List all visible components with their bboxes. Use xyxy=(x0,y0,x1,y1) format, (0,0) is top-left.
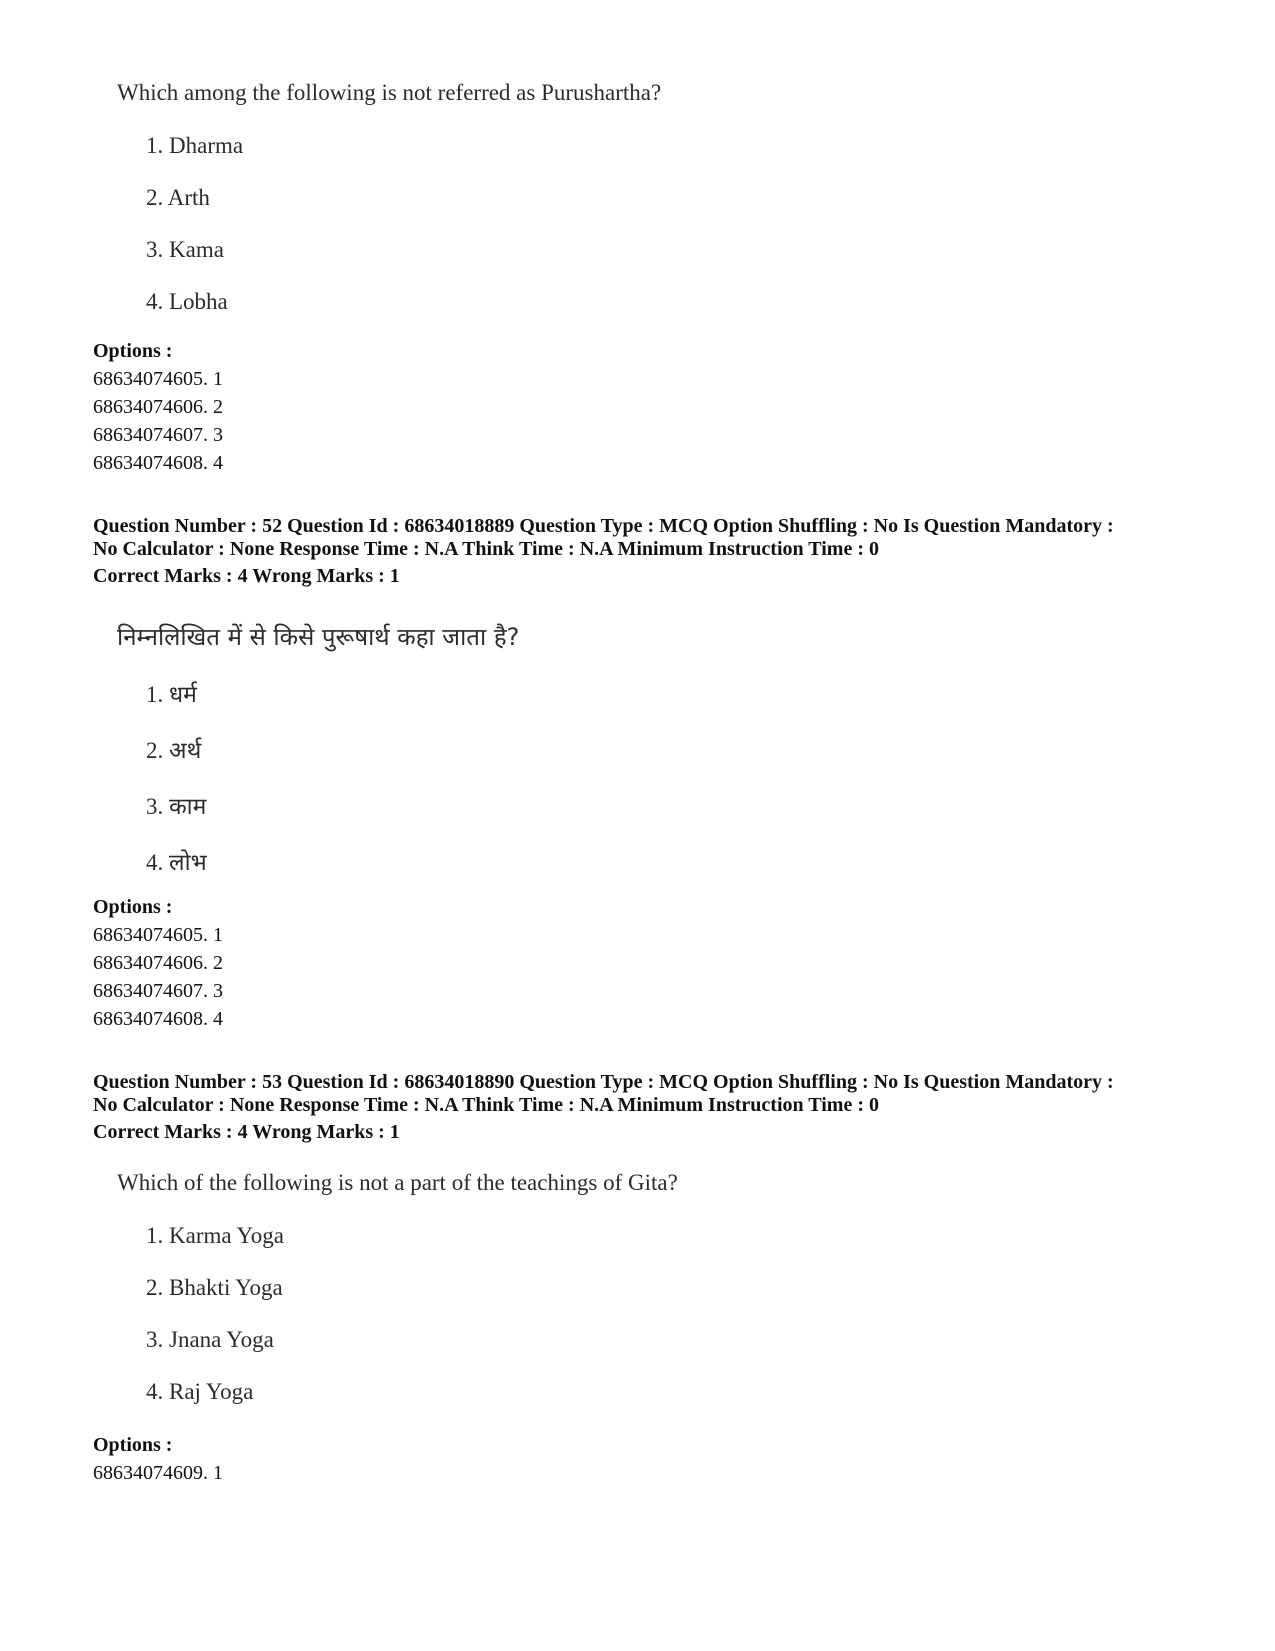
option-line: 68634074606. 2 xyxy=(93,952,223,974)
option-line: 68634074609. 1 xyxy=(93,1462,223,1484)
choice-number: 3. xyxy=(146,794,164,819)
option-line: 68634074606. 2 xyxy=(93,396,223,418)
choice-number: 4. xyxy=(146,850,164,875)
question-53-meta-line2: No Calculator : None Response Time : N.A Think Time : N.A Minimum Instruction Time : 0 xyxy=(93,1094,879,1116)
choice-item xyxy=(146,733,201,765)
question-52-meta-line2: No Calculator : None Response Time : N.A Think Time : N.A Minimum Instruction Time : 0 xyxy=(93,538,879,560)
choice-item: 3. Kama xyxy=(146,237,224,262)
choice-item: 1. Dharma xyxy=(146,133,244,158)
option-line: 68634074605. 1 xyxy=(93,924,223,946)
choice-number: 1. xyxy=(146,682,164,707)
choice-item xyxy=(146,845,207,877)
choice-item: 4. Raj Yoga xyxy=(146,1379,254,1404)
option-line: 68634074607. 3 xyxy=(93,980,223,1002)
choice-text: काम xyxy=(169,794,207,820)
choice-number: 2. xyxy=(146,738,164,763)
option-line: 68634074605. 1 xyxy=(93,368,223,390)
question-52-marks: Correct Marks : 4 Wrong Marks : 1 xyxy=(93,565,400,587)
option-line: 68634074607. 3 xyxy=(93,424,223,446)
question-53-meta-line1: Question Number : 53 Question Id : 68634018890 Question Type : MCQ Option Shuffling : No Is Question Mandatory : xyxy=(93,1071,1114,1093)
choice-item: 2. Arth xyxy=(146,185,210,210)
option-line: 68634074608. 4 xyxy=(93,452,223,474)
choice-text: लोभ xyxy=(169,850,207,876)
question-52-meta-line1: Question Number : 52 Question Id : 68634018889 Question Type : MCQ Option Shuffling : No Is Question Mandatory : xyxy=(93,515,1114,537)
choice-text: धर्म xyxy=(169,682,197,708)
question-53-stem: Which of the following is not a part of the teachings of Gita? xyxy=(117,1170,678,1195)
question-53-marks: Correct Marks : 4 Wrong Marks : 1 xyxy=(93,1121,400,1143)
choice-item xyxy=(146,789,206,821)
choice-item: 1. Karma Yoga xyxy=(146,1223,284,1248)
choice-item: 3. Jnana Yoga xyxy=(146,1327,274,1352)
question-51-stem: Which among the following is not referred as Purushartha? xyxy=(117,80,662,105)
options-label: Options : xyxy=(93,1434,173,1456)
options-label: Options : xyxy=(93,896,173,918)
question-52-stem: निम्नलिखित में से किसे पुरूषार्थ कहा जाता है? xyxy=(117,623,520,651)
options-label: Options : xyxy=(93,340,173,362)
choice-item: 4. Lobha xyxy=(146,289,228,314)
choice-text: अर्थ xyxy=(169,738,202,764)
choice-item: 2. Bhakti Yoga xyxy=(146,1275,283,1300)
option-line: 68634074608. 4 xyxy=(93,1008,223,1030)
choice-item xyxy=(146,677,197,709)
